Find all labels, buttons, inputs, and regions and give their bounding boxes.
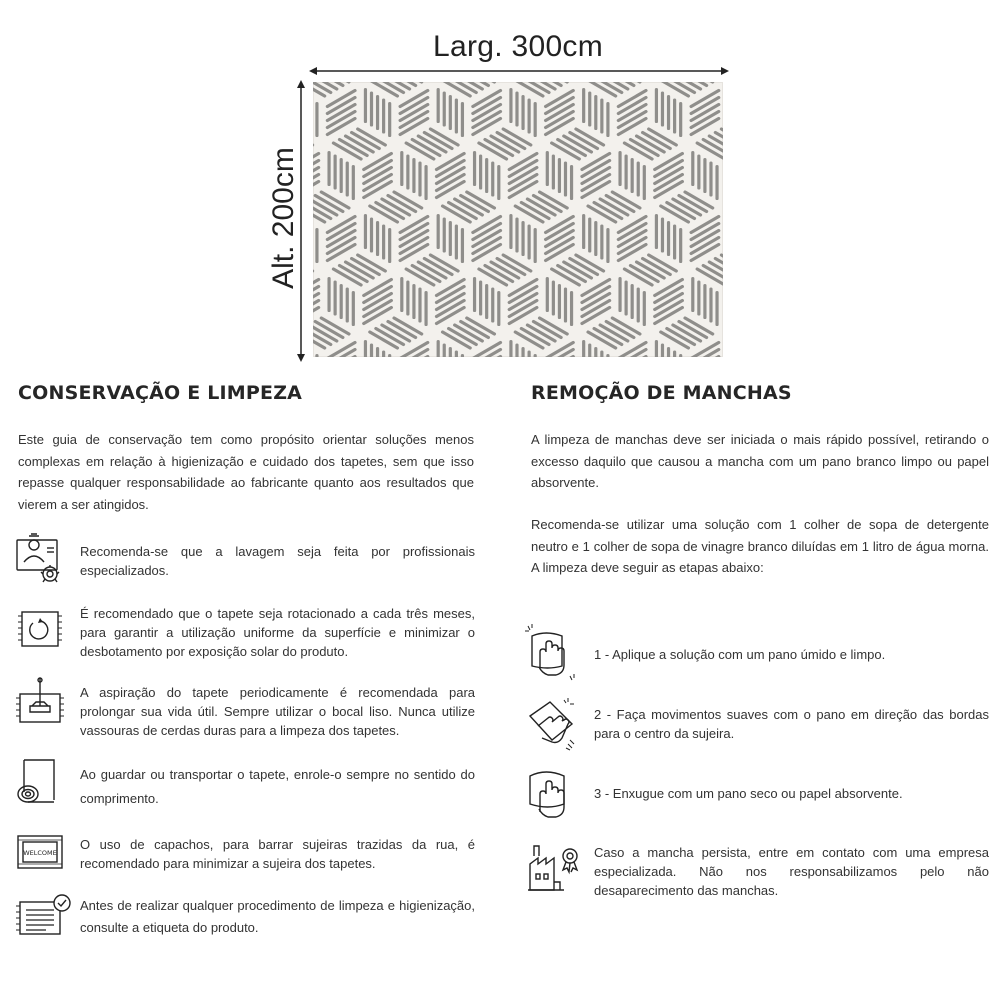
vacuum-icon (14, 676, 66, 726)
conservation-item-5: O uso de capachos, para barrar sujeiras trazidas da rua, é recomendado para minimizar a sujeira dos tapetes. (80, 837, 475, 871)
stains-step-2: 2 - Faça movimentos suaves com o pano em direção das bordas para o centro da sujeira. (594, 707, 989, 741)
width-dimension-arrow (309, 64, 729, 78)
welcome-mat-icon (14, 832, 66, 872)
stains-title: REMOÇÃO DE MANCHAS (531, 382, 792, 404)
conservation-item-6: Antes de realizar qualquer procedimento de limpeza e higienização, consulte a etiqueta do produto. (80, 898, 475, 935)
stains-step-1: 1 - Aplique a solução com um pano úmido e limpo. (594, 647, 886, 662)
conservation-item-2: É recomendado que o tapete seja rotacionado a cada três meses, para garantir a utilização uniforme da superfície e minimizar o desbotamento por exposição solar do produto. (80, 606, 475, 659)
rug-width-label: Larg. 300cm (432, 30, 604, 63)
stains-step-3: 3 - Enxugue com um pano seco ou papel absorvente. (594, 786, 903, 801)
conservation-item-4: Ao guardar ou transportar o tapete, enrole-o sempre no sentido do comprimento. (80, 767, 475, 806)
rug-pattern (313, 82, 723, 357)
conservation-item-3: A aspiração do tapete periodicamente é recomendada para prolongar sua vida útil. Sempre utilizar o bocal liso. Nunca utilize vassouras de cerdas duras para a limpeza dos tapetes. (80, 685, 475, 738)
hand-dry-icon (524, 766, 580, 820)
professional-cleaner-icon (14, 530, 66, 586)
stains-step-4: Caso a mancha persista, entre em contato com uma empresa especializada. Não nos responsabilizamos pelo não desaparecimento das manchas. (594, 845, 989, 898)
conservation-title: CONSERVAÇÃO E LIMPEZA (18, 382, 303, 404)
conservation-item-1: Recomenda-se que a lavagem seja feita por profissionais especializados. (80, 544, 475, 578)
height-dimension-arrow (294, 80, 308, 362)
welcome-mat-text: WELCOME (23, 849, 57, 857)
stains-intro-1: A limpeza de manchas deve ser iniciada o mais rápido possível, retirando o excesso daquilo que causou a mancha com um pano branco limpo ou papel absorvente. (531, 432, 989, 490)
rug-image (313, 82, 723, 357)
hand-cloth-icon (524, 624, 580, 682)
company-icon (524, 842, 584, 894)
label-check-icon (14, 892, 72, 942)
stains-intro-2: Recomenda-se utilizar uma solução com 1 colher de sopa de detergente neutro e 1 colher de sopa de vinagre branco diluídas em 1 litro de água morna. A limpeza deve seguir as etapas abaixo: (531, 517, 989, 575)
rolled-rug-icon (14, 756, 66, 806)
rotate-rug-icon (14, 606, 66, 652)
hand-wipe-icon (524, 696, 580, 752)
conservation-intro: Este guia de conservação tem como propósito orientar soluções menos complexas em relação à higienização e cuidado dos tapetes, sem que isso repasse qualquer responsabilidade ao fabricante quanto aos resultados que vierem a ser atingidos. (18, 432, 474, 512)
